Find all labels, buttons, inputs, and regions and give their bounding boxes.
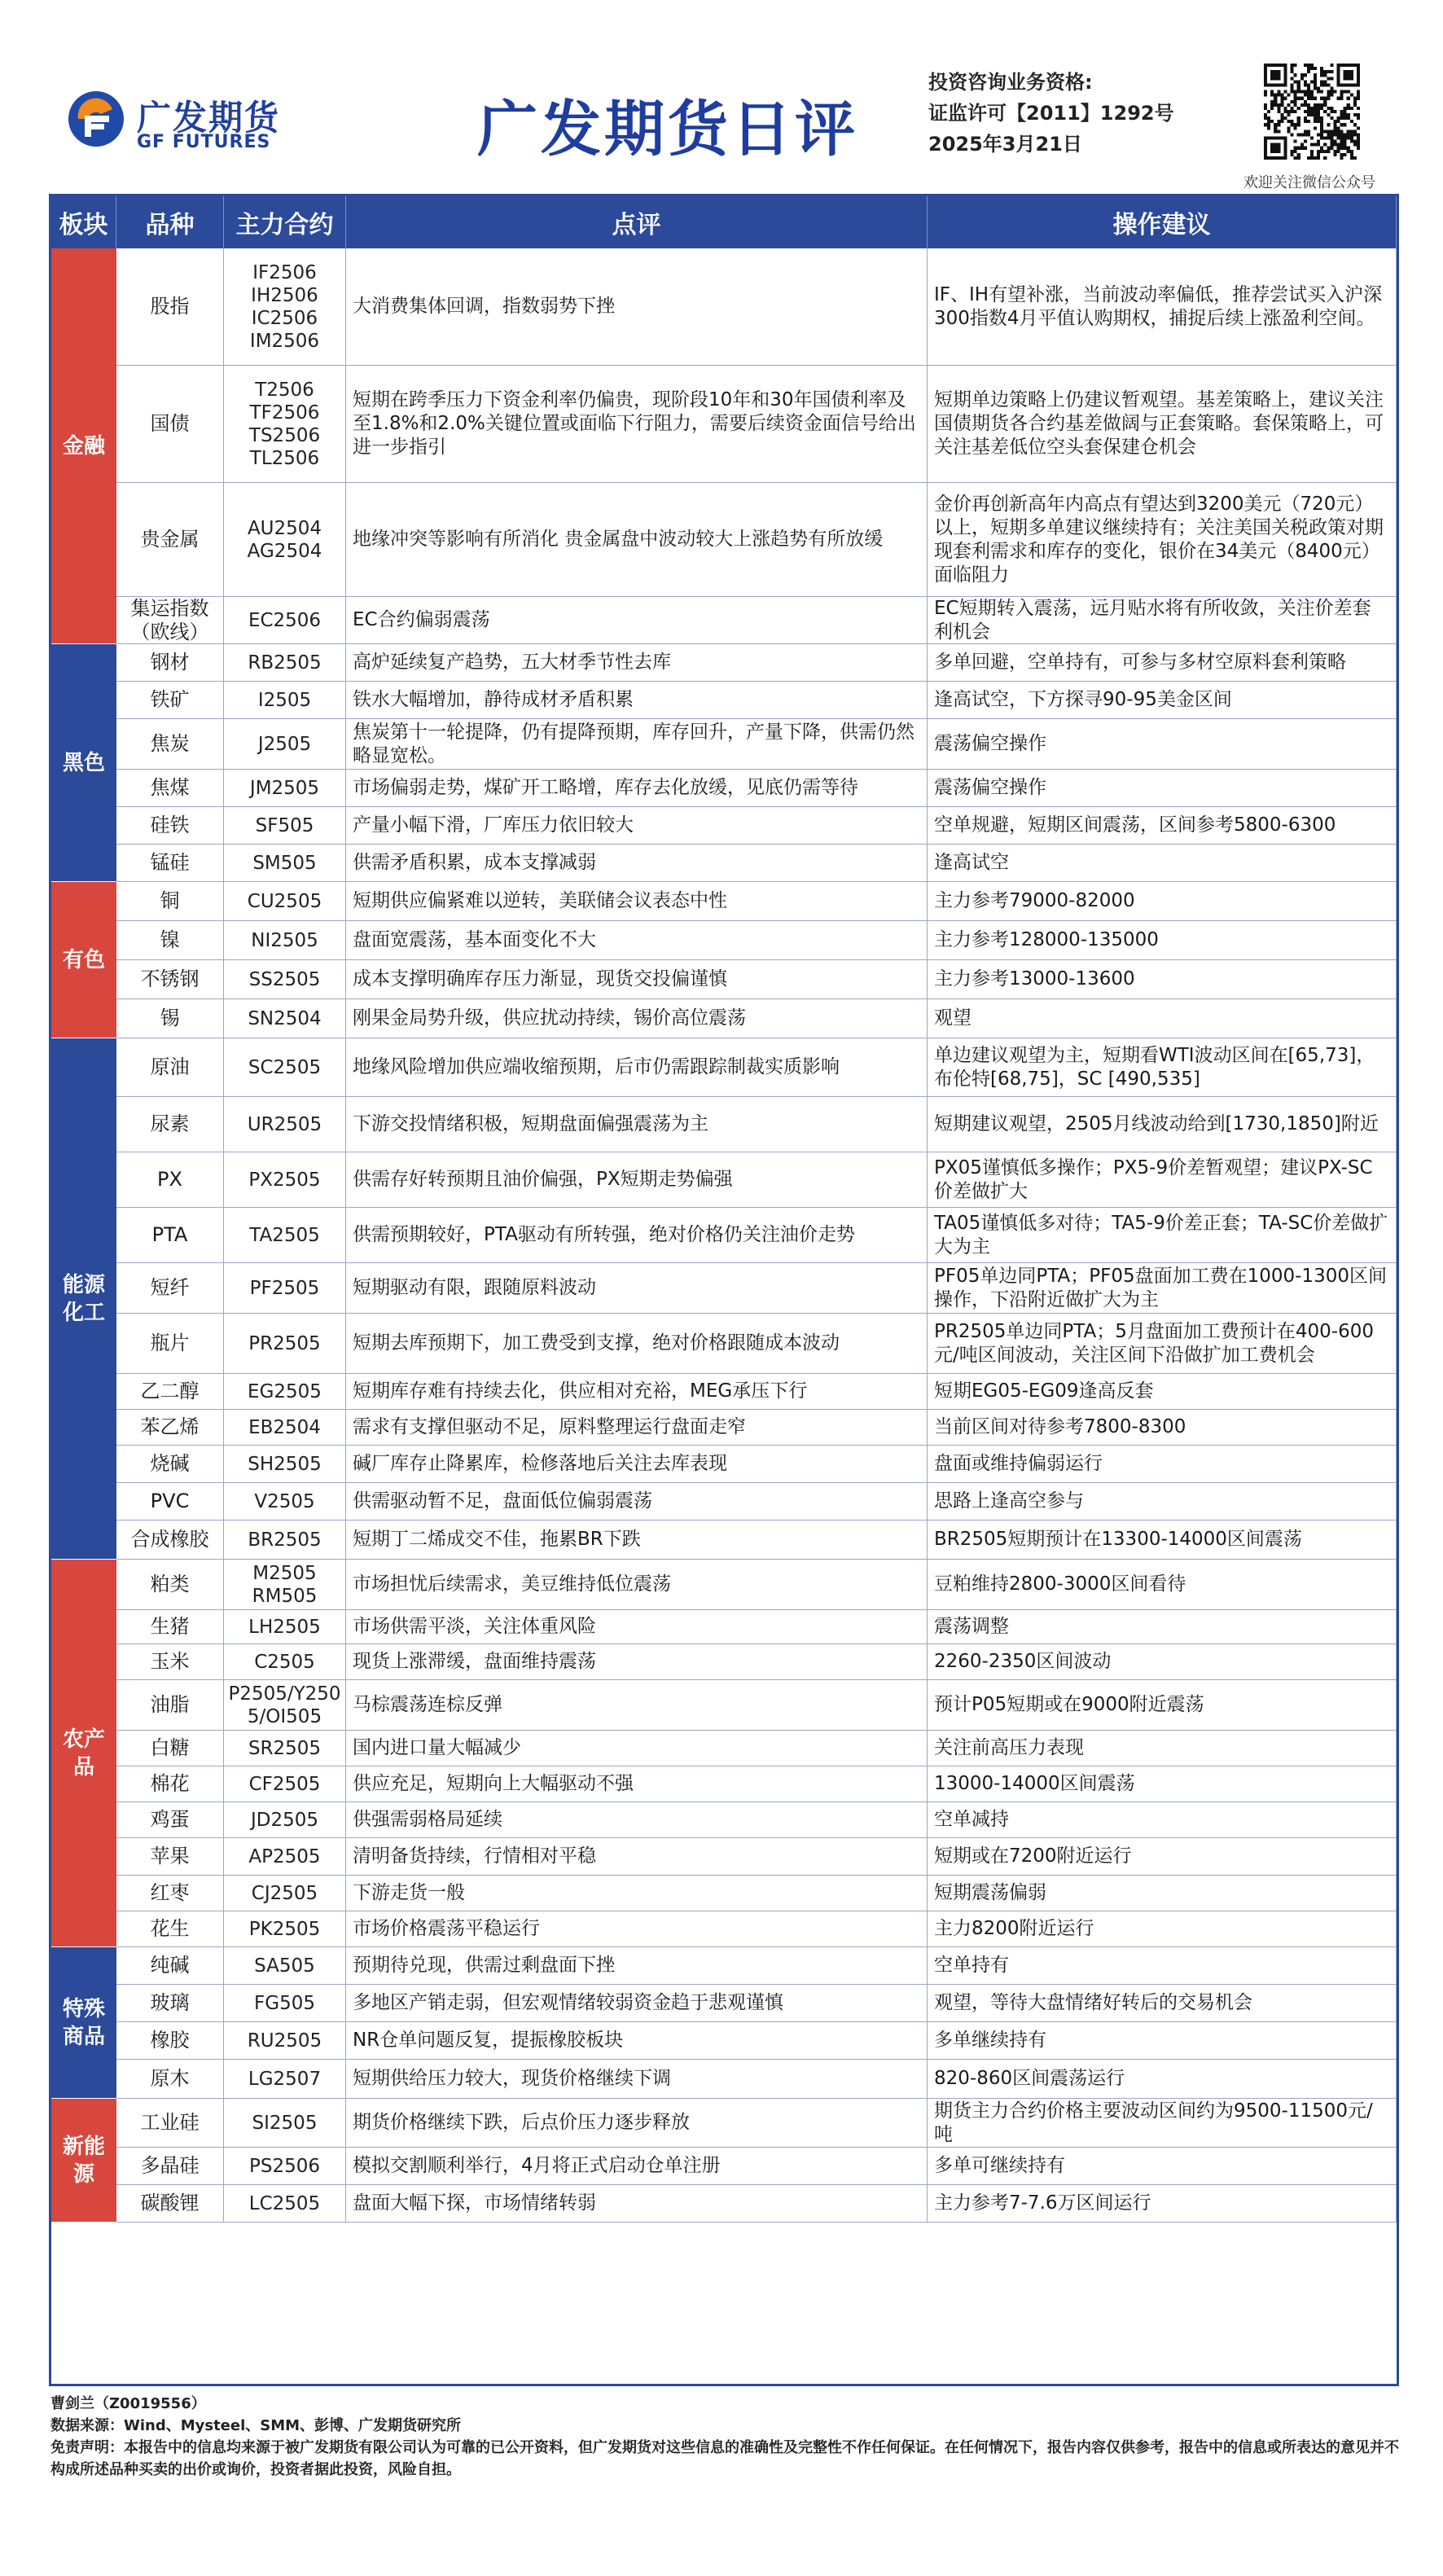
brand-name-en: GF FUTURES — [137, 132, 271, 152]
trading-advice: 金价再创新高年内高点有望达到3200美元（720元）以上，短期多单建议继续持有；关注美国关税政策对期现套利需求和库存的变化，银价在34美元（8400元）面临阻力 — [928, 483, 1397, 597]
main-contract: UR2505 — [224, 1097, 346, 1152]
trading-advice: 短期建议观望，2505月线波动给到[1730,1850]附近 — [928, 1097, 1397, 1152]
commentary: 短期供应偏紧难以逆转，美联储会议表态中性 — [346, 882, 928, 921]
main-contract: P2505/Y2505/OI505 — [224, 1680, 346, 1731]
column-header-advice: 操作建议 — [928, 196, 1397, 248]
trading-advice: 2260-2350区间波动 — [928, 1644, 1397, 1680]
commodity-name: 瓶片 — [116, 1314, 224, 1374]
commentary: EC合约偏弱震荡 — [346, 597, 928, 644]
main-contract: SF505 — [224, 807, 346, 845]
commodity-name: 乙二醇 — [116, 1374, 224, 1410]
trading-advice: 当前区间对待参考7800-8300 — [928, 1410, 1397, 1446]
main-contract: LG2507 — [224, 2060, 346, 2099]
sector-label: 能源化工 — [51, 1038, 116, 1560]
commentary: 铁水大幅增加，静待成材矛盾积累 — [346, 682, 928, 719]
main-contract: I2505 — [224, 682, 346, 719]
commentary: 短期去库预期下，加工费受到支撑，绝对价格跟随成本波动 — [346, 1314, 928, 1374]
commodity-name: 钢材 — [116, 644, 224, 682]
commentary: 市场担忧后续需求，美豆维持低位震荡 — [346, 1560, 928, 1610]
trading-advice: 期货主力合约价格主要波动区间约为9500-11500元/吨 — [928, 2099, 1397, 2148]
commodity-name: 合成橡胶 — [116, 1521, 224, 1560]
commodity-name: 苹果 — [116, 1838, 224, 1876]
commentary: 地缘风险增加供应端收缩预期，后市仍需跟踪制裁实质影响 — [346, 1038, 928, 1097]
main-contract: TA2505 — [224, 1208, 346, 1263]
report-header — [0, 0, 1443, 194]
main-contract: EB2504 — [224, 1410, 346, 1446]
commentary: 市场供需平淡，关注体重风险 — [346, 1610, 928, 1644]
main-contract: LC2505 — [224, 2185, 346, 2223]
trading-advice: IF、IH有望补涨，当前波动率偏低，推荐尝试买入沪深300指数4月平值认购期权，捕捉后续上涨盈利空间。 — [928, 248, 1397, 366]
sector-label: 特殊商品 — [51, 1947, 116, 2099]
commodity-name: 焦炭 — [116, 719, 224, 770]
commentary: 短期供给压力较大，现货价格继续下调 — [346, 2060, 928, 2099]
commentary: 成本支撑明确库存压力渐显，现货交投偏谨慎 — [346, 960, 928, 999]
trading-advice: 逢高试空，下方探寻90-95美金区间 — [928, 682, 1397, 719]
license-number: 证监许可【2011】1292号 — [928, 102, 1174, 125]
commodity-name: 粕类 — [116, 1560, 224, 1610]
commodity-name: 集运指数（欧线） — [116, 597, 224, 644]
main-contract: FG505 — [224, 1985, 346, 2022]
commodity-name: PTA — [116, 1208, 224, 1263]
commentary: 地缘冲突等影响有所消化 贵金属盘中波动较大上涨趋势有所放缓 — [346, 483, 928, 597]
main-contract: BR2505 — [224, 1521, 346, 1560]
trading-advice: 单边建议观望为主，短期看WTI波动区间在[65,73]，布伦特[68,75]，SC [490,535] — [928, 1038, 1397, 1097]
commodity-name: 苯乙烯 — [116, 1410, 224, 1446]
report-date: 2025年3月21日 — [928, 133, 1082, 156]
commentary: 期货价格继续下跌，后点价压力逐步释放 — [346, 2099, 928, 2148]
commodity-name: 红枣 — [116, 1876, 224, 1911]
data-source: 数据来源：Wind、Mysteel、SMM、彭博、广发期货研究所 — [50, 2417, 462, 2434]
commodity-name: 铜 — [116, 882, 224, 921]
commodity-name: 国债 — [116, 366, 224, 483]
commentary: 供强需弱格局延续 — [346, 1802, 928, 1838]
trading-advice: 多单继续持有 — [928, 2022, 1397, 2060]
commodity-name: 锰硅 — [116, 845, 224, 882]
main-contract: EG2505 — [224, 1374, 346, 1410]
disclaimer: 免责声明：本报告中的信息均来源于被广发期货有限公司认为可靠的已公开资料，但广发期货对这些信息的准确性及完整性不作任何保证。在任何情况下，报告内容仅供参考，报告中的信息或所表达的意见并不构成所述品种买卖的出价或询价，投资者据此投资，风险自担。 — [50, 2439, 1399, 2478]
trading-advice: 主力参考13000-13600 — [928, 960, 1397, 999]
column-header-contract: 主力合约 — [224, 196, 346, 248]
main-contract: JD2505 — [224, 1802, 346, 1838]
commentary: 供应充足，短期向上大幅驱动不强 — [346, 1766, 928, 1802]
column-header-name: 品种 — [116, 196, 224, 248]
trading-advice: 主力参考7-7.6万区间运行 — [928, 2185, 1397, 2223]
trading-advice: 短期或在7200附近运行 — [928, 1838, 1397, 1876]
trading-advice: EC短期转入震荡，远月贴水将有所收敛，关注价差套利机会 — [928, 597, 1397, 644]
commentary: 模拟交割顺利举行，4月将正式启动仓单注册 — [346, 2148, 928, 2185]
commodity-name: 多晶硅 — [116, 2148, 224, 2185]
trading-advice: 短期单边策略上仍建议暂观望。基差策略上，建议关注国债期货各合约基差做阔与正套策略。套保策略上，可关注基差低位空头套保建仓机会 — [928, 366, 1397, 483]
commodity-name: 不锈钢 — [116, 960, 224, 999]
column-header-sector: 板块 — [51, 196, 116, 248]
qr-code-icon[interactable] — [1264, 64, 1360, 160]
commentary: 需求有支撑但驱动不足，原料整理运行盘面走窄 — [346, 1410, 928, 1446]
commodity-name: 棉花 — [116, 1766, 224, 1802]
main-contract: PF2505 — [224, 1263, 346, 1314]
main-contract: RB2505 — [224, 644, 346, 682]
commodity-name: 工业硅 — [116, 2099, 224, 2148]
commentary: 短期驱动有限，跟随原料波动 — [346, 1263, 928, 1314]
commentary: 大消费集体回调，指数弱势下挫 — [346, 248, 928, 366]
commodity-name: 油脂 — [116, 1680, 224, 1731]
commodity-name: 玻璃 — [116, 1985, 224, 2022]
main-contract: PS2506 — [224, 2148, 346, 2185]
trading-advice: 主力参考79000-82000 — [928, 882, 1397, 921]
commentary: 供需矛盾积累，成本支撑减弱 — [346, 845, 928, 882]
main-contract: SR2505 — [224, 1731, 346, 1766]
trading-advice: 空单持有 — [928, 1947, 1397, 1985]
company-logo — [65, 88, 293, 161]
column-header-comment: 点评 — [346, 196, 928, 248]
commentary: 下游交投情绪积极，短期盘面偏强震荡为主 — [346, 1097, 928, 1152]
trading-advice: 震荡调整 — [928, 1610, 1397, 1644]
commodity-name: 原木 — [116, 2060, 224, 2099]
commodity-name: 烧碱 — [116, 1446, 224, 1483]
trading-advice: TA05谨慎低多对待；TA5-9价差正套；TA-SC价差做扩大为主 — [928, 1208, 1397, 1263]
commodity-name: 焦煤 — [116, 770, 224, 807]
main-contract: SN2504 — [224, 999, 346, 1038]
license-label: 投资咨询业务资格: — [928, 71, 1093, 94]
commentary: 高炉延续复产趋势，五大材季节性去库 — [346, 644, 928, 682]
commentary: 供需预期较好，PTA驱动有所转强，绝对价格仍关注油价走势 — [346, 1208, 928, 1263]
commentary: 盘面宽震荡，基本面变化不大 — [346, 921, 928, 960]
trading-advice: 主力参考128000-135000 — [928, 921, 1397, 960]
commentary: 清明备货持续，行情相对平稳 — [346, 1838, 928, 1876]
main-contract: PX2505 — [224, 1152, 346, 1208]
trading-advice: 观望 — [928, 999, 1397, 1038]
commentary: 短期库存难有持续去化，供应相对充裕，MEG承压下行 — [346, 1374, 928, 1410]
commodity-name: 花生 — [116, 1911, 224, 1947]
trading-advice: 关注前高压力表现 — [928, 1731, 1397, 1766]
brand-name-cn: 广发期货 — [137, 98, 281, 138]
main-contract: SH2505 — [224, 1446, 346, 1483]
commodity-name: 铁矿 — [116, 682, 224, 719]
main-contract: AU2504 AG2504 — [224, 483, 346, 597]
commentary: 多地区产销走弱，但宏观情绪较弱资金趋于悲观谨慎 — [346, 1985, 928, 2022]
sector-label: 有色 — [51, 882, 116, 1038]
trading-advice: 逢高试空 — [928, 845, 1397, 882]
commentary: 市场偏弱走势，煤矿开工略增，库存去化放缓，见底仍需等待 — [346, 770, 928, 807]
trading-advice: 主力8200附近运行 — [928, 1911, 1397, 1947]
commentary: 预期待兑现，供需过剩盘面下挫 — [346, 1947, 928, 1985]
trading-advice: 空单规避，短期区间震荡，区间参考5800-6300 — [928, 807, 1397, 845]
trading-advice: 820-860区间震荡运行 — [928, 2060, 1397, 2099]
main-contract: NI2505 — [224, 921, 346, 960]
main-contract: IF2506 IH2506 IC2506 IM2506 — [224, 248, 346, 366]
main-contract: RU2505 — [224, 2022, 346, 2060]
main-contract: SC2505 — [224, 1038, 346, 1097]
main-contract: M2505 RM505 — [224, 1560, 346, 1610]
commodity-name: PVC — [116, 1483, 224, 1521]
trading-advice: 思路上逢高空参与 — [928, 1483, 1397, 1521]
main-contract: T2506 TF2506 TS2506 TL2506 — [224, 366, 346, 483]
main-contract: CJ2505 — [224, 1876, 346, 1911]
commodity-name: 玉米 — [116, 1644, 224, 1680]
trading-advice: BR2505短期预计在13300-14000区间震荡 — [928, 1521, 1397, 1560]
main-contract: PK2505 — [224, 1911, 346, 1947]
analyst: 曹剑兰（Z0019556） — [50, 2395, 206, 2412]
commentary: 下游走货一般 — [346, 1876, 928, 1911]
main-contract: J2505 — [224, 719, 346, 770]
trading-advice: 空单减持 — [928, 1802, 1397, 1838]
commentary: 碱厂库存止降累库，检修落地后关注去库表现 — [346, 1446, 928, 1483]
trading-advice: 震荡偏空操作 — [928, 719, 1397, 770]
commodity-name: 原油 — [116, 1038, 224, 1097]
main-contract: JM2505 — [224, 770, 346, 807]
commodity-name: 鸡蛋 — [116, 1802, 224, 1838]
main-contract: CU2505 — [224, 882, 346, 921]
trading-advice: 震荡偏空操作 — [928, 770, 1397, 807]
qr-caption: 欢迎关注微信公众号 — [1243, 174, 1375, 191]
commentary: 现货上涨滞缓，盘面维持震荡 — [346, 1644, 928, 1680]
main-contract: EC2506 — [224, 597, 346, 644]
commodity-name: 碳酸锂 — [116, 2185, 224, 2223]
trading-advice: 短期震荡偏弱 — [928, 1876, 1397, 1911]
sector-label: 金融 — [51, 248, 116, 644]
trading-advice: 预计P05短期或在9000附近震荡 — [928, 1680, 1397, 1731]
trading-advice: PX05谨慎低多操作；PX5-9价差暂观望；建议PX-SC价差做扩大 — [928, 1152, 1397, 1208]
commodity-name: PX — [116, 1152, 224, 1208]
trading-advice: 盘面或维持偏弱运行 — [928, 1446, 1397, 1483]
sector-label: 黑色 — [51, 644, 116, 882]
commentary: 供需存好转预期且油价偏强，PX短期走势偏强 — [346, 1152, 928, 1208]
commentary: 短期丁二烯成交不佳，拖累BR下跌 — [346, 1521, 928, 1560]
commodity-name: 尿素 — [116, 1097, 224, 1152]
main-contract: LH2505 — [224, 1610, 346, 1644]
commodity-name: 生猪 — [116, 1610, 224, 1644]
commentary: 盘面大幅下探，市场情绪转弱 — [346, 2185, 928, 2223]
trading-advice: 短期EG05-EG09逢高反套 — [928, 1374, 1397, 1410]
commodity-name: 股指 — [116, 248, 224, 366]
sector-label: 农产品 — [51, 1560, 116, 1947]
commodity-name: 锡 — [116, 999, 224, 1038]
trading-advice: 豆粕维持2800-3000区间看待 — [928, 1560, 1397, 1610]
main-contract: SA505 — [224, 1947, 346, 1985]
commentary: NR仓单问题反复，提振橡胶板块 — [346, 2022, 928, 2060]
main-contract: AP2505 — [224, 1838, 346, 1876]
commodity-name: 纯碱 — [116, 1947, 224, 1985]
commentary: 产量小幅下滑，厂库压力依旧较大 — [346, 807, 928, 845]
commentary: 市场价格震荡平稳运行 — [346, 1911, 928, 1947]
trading-advice: 多单可继续持有 — [928, 2148, 1397, 2185]
commentary: 焦炭第十一轮提降，仍有提降预期，库存回升，产量下降，供需仍然略显宽松。 — [346, 719, 928, 770]
main-contract: V2505 — [224, 1483, 346, 1521]
commodity-name: 短纤 — [116, 1263, 224, 1314]
sector-label: 新能源 — [51, 2099, 116, 2223]
gf-logo-icon — [65, 88, 127, 150]
main-contract: CF2505 — [224, 1766, 346, 1802]
main-contract: SI2505 — [224, 2099, 346, 2148]
commodity-name: 白糖 — [116, 1731, 224, 1766]
commentary: 供需驱动暂不足，盘面低位偏弱震荡 — [346, 1483, 928, 1521]
commentary: 马棕震荡连棕反弹 — [346, 1680, 928, 1731]
trading-advice: PR2505单边同PTA；5月盘面加工费预计在400-600元/吨区间波动，关注区间下沿做扩加工费机会 — [928, 1314, 1397, 1374]
commodity-name: 镍 — [116, 921, 224, 960]
page-title: 广发期货日评 — [477, 94, 858, 165]
main-contract: SS2505 — [224, 960, 346, 999]
main-contract: SM505 — [224, 845, 346, 882]
commentary: 刚果金局势升级，供应扰动持续，锡价高位震荡 — [346, 999, 928, 1038]
trading-advice: PF05单边同PTA；PF05盘面加工费在1000-1300区间操作，下沿附近做扩大为主 — [928, 1263, 1397, 1314]
commentary: 国内进口量大幅减少 — [346, 1731, 928, 1766]
trading-advice: 观望，等待大盘情绪好转后的交易机会 — [928, 1985, 1397, 2022]
report-footer — [50, 2393, 1402, 2481]
commodity-name: 橡胶 — [116, 2022, 224, 2060]
commentary: 短期在跨季压力下资金利率仍偏贵，现阶段10年和30年国债利率及至1.8%和2.0%关键位置或面临下行阻力，需要后续资金面信号给出进一步指引 — [346, 366, 928, 483]
commodity-name: 贵金属 — [116, 483, 224, 597]
license-info — [928, 67, 1222, 160]
main-contract: PR2505 — [224, 1314, 346, 1374]
main-contract: C2505 — [224, 1644, 346, 1680]
commodity-name: 硅铁 — [116, 807, 224, 845]
commodity-table — [49, 194, 1399, 2386]
trading-advice: 多单回避，空单持有，可参与多材空原料套利策略 — [928, 644, 1397, 682]
trading-advice: 13000-14000区间震荡 — [928, 1766, 1397, 1802]
